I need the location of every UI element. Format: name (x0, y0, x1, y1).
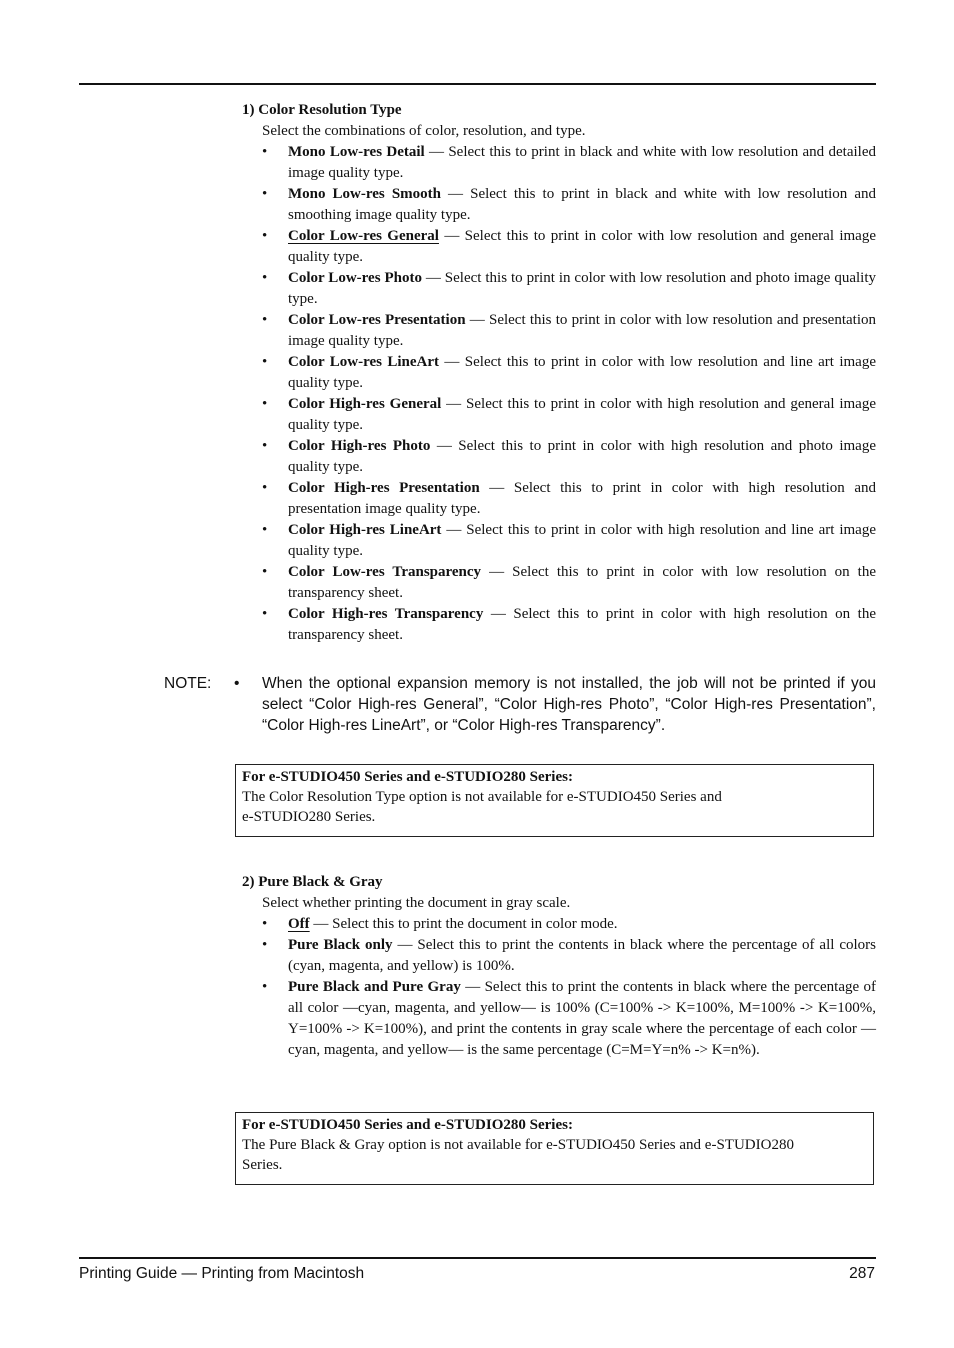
series-restriction-box (235, 764, 874, 837)
footer-rule (79, 1257, 876, 1259)
box-text-line: The Color Resolution Type option is not available for e-STUDIO450 Series and (242, 789, 722, 805)
bullet-icon: • (262, 916, 268, 932)
option-term: Color High-res General (288, 396, 442, 412)
bullet-icon: • (262, 480, 268, 496)
list-item (242, 436, 876, 478)
option-term: Pure Black and Pure Gray (288, 979, 461, 995)
bullet-icon: • (262, 564, 268, 580)
option-desc: — Select this to print the contents in black where the percentage of all color —cyan, magenta, and yellow— is 100% (C=100% -> K=100%, M=100% -> K=100%, Y=100% -> K=100%), and print the contents in gray scale where the percentage of each color —cyan, magenta, and yellow— is the same percentage (C=M=Y=n% -> K=n%). (288, 979, 877, 1058)
page-number: 287 (849, 1265, 875, 1282)
box-title: For e-STUDIO450 Series and e-STUDIO280 Series: (242, 1117, 573, 1133)
list-item (242, 520, 876, 562)
list-item (242, 352, 876, 394)
section-intro: Select whether printing the document in gray scale. (262, 895, 571, 911)
option-desc: — Select this to print in color with low resolution and presentation image quality type. (288, 312, 876, 349)
option-desc: — Select this to print in black and white with low resolution and detailed image quality type. (288, 144, 876, 181)
list-item (242, 914, 876, 935)
option-term: Color High-res Transparency (288, 606, 484, 622)
bullet-icon: • (262, 438, 268, 454)
bullet-icon: • (234, 675, 240, 692)
list-item (242, 394, 876, 436)
section-color-resolution-type (242, 100, 876, 646)
option-desc: — Select this to print in color with low resolution and general image quality type. (288, 228, 876, 265)
bullet-icon: • (262, 354, 268, 370)
option-term: Mono Low-res Smooth (288, 186, 441, 202)
section-pure-black-gray (242, 872, 876, 1061)
list-item (242, 935, 876, 977)
box-title: For e-STUDIO450 Series and e-STUDIO280 Series: (242, 769, 573, 785)
bullet-icon: • (262, 937, 268, 953)
bullet-icon: • (262, 312, 268, 328)
series-restriction-box (235, 1112, 874, 1185)
option-desc: — Select this to print in color with high resolution and general image quality type. (288, 396, 876, 433)
option-term: Color High-res Presentation (288, 480, 480, 496)
box-text-line: e-STUDIO280 Series. (242, 809, 376, 825)
option-desc: — Select this to print in color with high resolution and presentation image quality type. (288, 480, 876, 517)
option-list (242, 914, 876, 1061)
option-term: Color Low-res Photo (288, 270, 422, 286)
option-desc: — Select this to print in color with high resolution and photo image quality type. (288, 438, 876, 475)
bullet-icon: • (262, 270, 268, 286)
list-item (242, 562, 876, 604)
option-term: Color High-res LineArt (288, 522, 442, 538)
option-desc: — Select this to print the contents in black where the percentage of all colors (cyan, magenta, and yellow) is 100%. (288, 937, 876, 974)
bullet-icon: • (262, 228, 268, 244)
option-desc: — Select this to print in color with high resolution on the transparency sheet. (288, 606, 876, 643)
option-term: Color High-res Photo (288, 438, 431, 454)
option-list (242, 142, 876, 646)
option-term: Color Low-res Transparency (288, 564, 482, 580)
list-item (242, 226, 876, 268)
option-term-default: Off (288, 916, 310, 932)
list-item (242, 478, 876, 520)
header-rule (79, 83, 876, 85)
list-item (242, 604, 876, 646)
list-item (242, 184, 876, 226)
list-item (242, 268, 876, 310)
list-item (242, 142, 876, 184)
box-text-line: Series. (242, 1157, 283, 1173)
section-intro: Select the combinations of color, resolution, and type. (262, 123, 586, 139)
box-text-line: The Pure Black & Gray option is not available for e-STUDIO450 Series and e-STUDIO280 (242, 1137, 794, 1153)
bullet-icon: • (262, 144, 268, 160)
option-desc: — Select this to print in color with low resolution on the transparency sheet. (288, 564, 876, 601)
note-text: When the optional expansion memory is not installed, the job will not be printed if you select “Color High-res General”, “Color High-res Photo”, “Color High-res Presentation”, “Color High-res LineArt”, or “Color High-res Transparency”. (262, 675, 876, 734)
option-term: Mono Low-res Detail (288, 144, 425, 160)
note-label: NOTE: (164, 675, 212, 692)
option-term-default: Color Low-res General (288, 228, 439, 244)
bullet-icon: • (262, 979, 268, 995)
option-term: Pure Black only (288, 937, 393, 953)
list-item (242, 310, 876, 352)
bullet-icon: • (262, 186, 268, 202)
option-term: Color Low-res Presentation (288, 312, 466, 328)
note-block (164, 673, 876, 736)
option-desc: — Select this to print in black and white with low resolution and smoothing image quality type. (288, 186, 876, 223)
option-term: Color Low-res LineArt (288, 354, 440, 370)
option-desc: — Select this to print the document in color mode. (309, 916, 618, 932)
bullet-icon: • (262, 606, 268, 622)
footer-title: Printing Guide — Printing from Macintosh (79, 1265, 365, 1282)
bullet-icon: • (262, 396, 268, 412)
bullet-icon: • (262, 522, 268, 538)
section-title: 1) Color Resolution Type (242, 102, 402, 118)
section-title: 2) Pure Black & Gray (242, 874, 383, 890)
option-desc: — Select this to print in color with low resolution and line art image quality type. (288, 354, 876, 391)
option-desc: — Select this to print in color with low resolution and photo image quality type. (288, 270, 876, 307)
option-desc: — Select this to print in color with high resolution and line art image quality type. (288, 522, 876, 559)
list-item (242, 977, 876, 1061)
